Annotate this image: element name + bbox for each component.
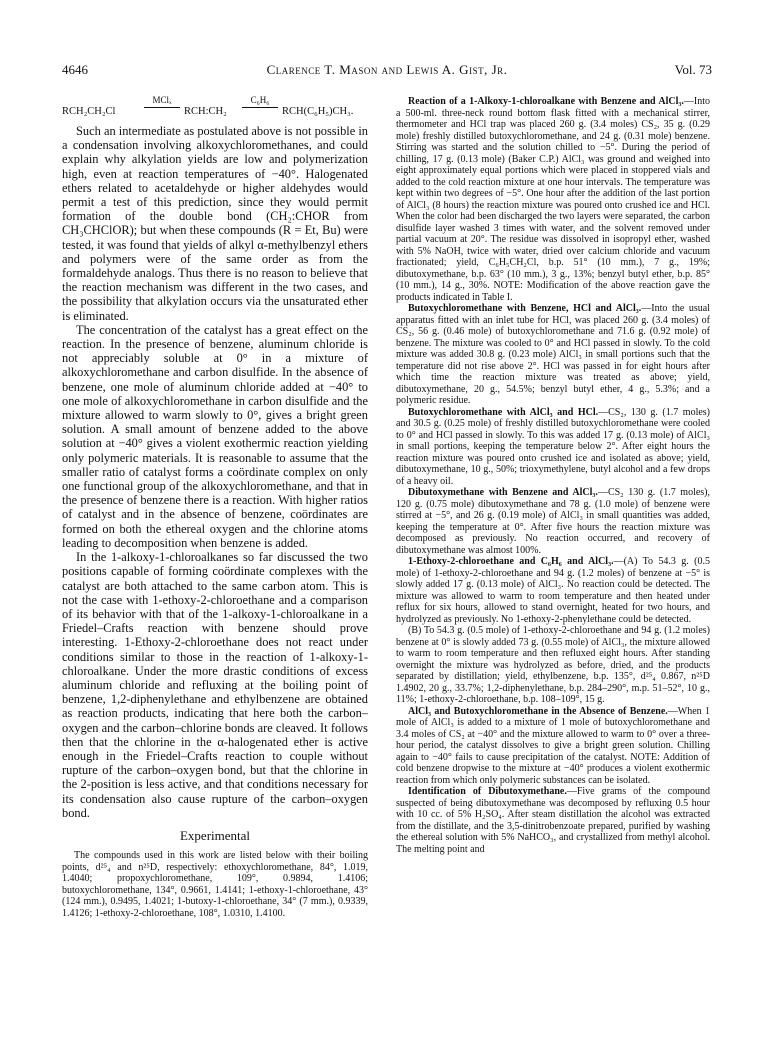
procedure-heading: Butoxychloromethane with AlCl₃ and HCl. [408,406,599,418]
procedure-heading: Butoxychloromethane with Benzene, HCl and AlCl₃. [408,303,642,314]
page-header [62,62,712,78]
procedure-heading: Reaction of a 1-Alkoxy-1-chloroalkane with Benzene and AlCl₃. [408,96,684,107]
procedure-paragraph [396,407,710,488]
reaction-catalyst: MClₓ [152,96,172,105]
procedure-paragraph [396,786,710,855]
procedure-paragraph [396,96,710,303]
procedure-paragraph [396,487,710,556]
procedure-body: —When 1 mole of AlCl₃ is added to a mixture of 1 mole of butoxychloromethane and 3.4 moles of CS₂ at −40° and the mixture allowed to warm to 0° over a three-hour period, the catalyst dissolves to give a bright green solution. Chilling again to −40° fails to cause precipitation of the catalyst. NOTE: Addition of cold benzene dropwise to the mixture at −40° produces a violent exothermic reaction from which only polymeric substances can be isolated. [396,705,710,786]
running-title: Clarence T. Mason and Lewis A. Gist, Jr. [266,62,508,77]
reaction-product: RCH(C₆H₅)CH₃. [282,106,354,117]
body-paragraph: In the 1-alkoxy-1-chloroalkanes so far discussed the two positions capable of forming coördinate complexes with the catalyst are both attached to the same carbon atom. This is not the case with 1-ethoxy-2-chloroethane and a comparison of its behavior with that of the 1-alkoxy-1-chloroalkane in a Friedel–Crafts reaction with benzene should prove interesting. 1-Ethoxy-2-chloroethane does not react under conditions similar to those in the reaction of 1-alkoxy-1-chloroalkane. Under the more drastic conditions of excess aluminum chloride and refluxing at the boiling point of benzene, 1,2-diphenylethane and ethylbenzene are obtained as reaction products, indicating that here both the carbon–oxygen and the carbon–chlorine bonds are cleaved. It follows then that the chlorine in the α-halogenated ether is active enough in the Friedel–Crafts reaction to couple without rupture of the carbon–oxygen bond, but that the chlorine in the 2-position is less active, and that conditions necessary for its condensation also cause rupture of the carbon–oxygen bond. [62,550,368,820]
procedure-body: —CS₂ 130 g. (1.7 moles), 120 g. (0.75 mole) dibutoxymethane and 78 g. (1.0 mole) of benzene were stirred at −5°, and 26 g. (0.19 mole) of AlCl₃ in small quantities was added, keeping the temperature at 0°. After five hours the reaction mixture was decomposed as previously. No reaction occurred, and recovery of dibutoxymethane was almost 100%. [396,487,710,556]
procedure-body: —Into a 500-ml. three-neck round bottom flask fitted with a mechanical stirrer, thermometer and HCl trap was placed 260 g. (3.4 moles) CS₂, 35 g. (0.29 mole) freshly distilled butoxychloromethane, and 24 g. (0.31 mole) benzene. Stirring was started and the solution chilled to −5°. During the period of chilling, 17 g. (0.13 mole) (Baker C.P.) AlCl₃ was ground and weighed into eight approximately equal portions which were placed in stoppered vials and added to the cold reaction mixture at one hour intervals. The temperature was kept within two degrees of −5°. One hour after the addition of the last portion of AlCl₃ (8 hours) the reaction mixture was poured onto crushed ice and HCl. When the color had been discharged the two layers were separated, the carbon disulfide layer washed 3 times with water, and the solvent removed under partial vacuum at 20°. The residue was dissolved in isopropyl ether, washed with 5% NaOH, twice with water, dried over calcium chloride and vacuum fractionated; yield, C₆H₅CH₂Cl, b.p. 51° (10 mm.), 7 g., 19%; dibutoxymethane, b.p. 63° (10 mm.), 3 g., 13%; benzyl butyl ether, b.p. 85° (10 mm.), 14 g., 30%. NOTE: Modification of the above reaction gave the products indicated in Table I. [396,96,710,303]
procedure-paragraph [396,303,710,407]
left-column [62,96,368,996]
arrow-line-1 [144,107,180,108]
body-paragraph: The concentration of the catalyst has a great effect on the reaction. In the presence of benzene, aluminum chloride is not appreciably soluble at 0° in a mixture of alkoxychloromethane and carbon disulfide. In the absence of benzene, one mole of aluminum chloride added at −40° to one mole of alkoxychloromethane in carbon disulfide and the mixture allowed to warm slowly to 0°, gives a bright green solution. A small amount of benzene added to the above solution at −40° gives a violent exothermic reaction yielding only polymeric materials. It is reasonable to assume that the smaller ratio of catalyst forms a coördinate complex on only one functional group of the alkoxychloromethane, and that in the presence of benzene there is a reaction. With higher ratios of catalyst and in the absence of benzene, coördinates are formed on both the ethereal oxygen and the chlorine atoms leading to decomposition when benzene is added. [62,322,368,550]
reaction-arrow-2 [242,96,278,108]
procedure-paragraph [396,556,710,625]
procedure-body: —(A) To 54.3 g. (0.5 mole) of 1-ethoxy-2-chloroethane and 94 g. (1.2 moles) of benzene at −5° is slowly added 17 g. (0.13 mole) of AlCl₃. No reaction could be detected. The mixture was allowed to warm to room temperature and then heated under reflux for six hours, allowed to stand overnight, heated for two hours, and hydrolyzed as previously. No 1-ethoxy-2-phenylethane could be detected. [396,556,710,625]
procedure-paragraph [396,625,710,706]
reaction-reagent: C₆H₆ [250,96,270,105]
procedure-body: —Into the usual apparatus fitted with an inlet tube for HCl, was placed 260 g. (3.4 moles) of CS₂, 56 g. (0.46 mole) of butoxychloromethane and 71.6 g. (0.92 mole) of benzene. The mixture was cooled to 0° and HCl passed in slowly. To the cold mixture was added 30.8 g. (0.23 mole) AlCl₃ in small portions such that the temperature did not rise above 2°. HCl was passed in for eight hours after which time the reaction mixture was treated as above; yield, dibutoxymethane, 20 g., 54.5%; benzyl butyl ether, 4 g., 5.3%; and a polymeric residue. [396,303,710,406]
procedure-body: —CS₂, 130 g. (1.7 moles) and 30.5 g. (0.25 mole) of freshly distilled butoxychloromethane were cooled to 0° and HCl passed in slowly. To this was added 17 g. (0.13 mole) of AlCl₃ in small portions, keeping the temperature below 2°. After eight hours the reaction mixture was poured onto crushed ice and isolated as above; yield, dibutoxymethane, 10 g., 50%; trioxymethylene, butyl alcohol and a few drops of a heavy oil. [396,406,710,487]
reaction-reactant: RCH₂CH₂Cl [62,106,116,117]
procedure-body: (B) To 54.3 g. (0.5 mole) of 1-ethoxy-2-chloroethane and 94 g. (1.2 moles) benzene at 0° is slowly added 73 g. (0.55 mole) of AlCl₃, the mixture allowed to warm to room temperature and then refluxed eight hours. After standing overnight the mixture was hydrolyzed as before, dried, and the products separated by distillation; yield, ethylbenzene, b.p. 135°, d²⁵₄ 0.867, n²⁵D 1.4902, 20 g., 33.7%; 1,2-diphenylethane, b.p. 284–290°, m.p. 51–52°, 10 g., 11%; 1-ethoxy-2-chloroethane, b.p. 108–109°, 15 g. [396,625,710,705]
procedure-body: —Five grams of the compound suspected of being dibutoxymethane was decomposed by refluxing 0.5 hour with 10 cc. of 5% H₂SO₄. After steam distillation the alcohol was extracted from the distillate, and the 3,5-dinitrobenzoate prepared, purified by washing the ethereal solution with 5% NaHCO₃, and crystallized from methyl alcohol. The melting point and [396,786,710,855]
procedure-heading: Identification of Dibutoxymethane. [408,786,567,797]
procedure-heading: 1-Ethoxy-2-chloroethane and C₆H₆ and AlCl₃. [408,556,614,567]
page-number: 4646 [62,62,88,77]
right-column [396,96,710,996]
procedure-paragraph [396,706,710,787]
experimental-intro: The compounds used in this work are listed below with their boiling points, d²⁵₄ and n²⁵D, respectively: ethoxychloromethane, 84°, 1.019, 1.4040; propoxychloromethane, 109°, 0.9894, 1.4106; butoxychloromethane, 134°, 0.9661, 1.4141; 1-ethoxy-1-chloroethane, 43° (124 mm.), 0.9495, 1.4021; 1-butoxy-1-chloroethane, 34° (7 mm.), 0.9339, 1.4126; 1-ethoxy-2-chloroethane, 108°, 1.0310, 1.4100. [62,849,368,919]
reaction-intermediate: RCH:CH₂ [184,106,227,117]
reaction-scheme [62,96,368,120]
procedure-heading: Dibutoxymethane with Benzene and AlCl₃. [408,487,598,498]
body-paragraph: Such an intermediate as postulated above is not possible in a condensation involving alkoxychloromethanes, and could explain why alkylation yields are low and polymerization high, even at reaction temperatures of −40°. Halogenated ethers related to acetaldehyde or higher aldehydes would permit a test of this prediction, since they would permit formation of the double bond (CH₂:CHOR from CH₃CHClOR); but when these compounds (R = Et, Bu) were tested, it was found that yields of alkyl α-methylbenzyl ethers and polymers were of the same order as from the formaldehyde analogs. Thus there is no reason to believe that the reaction mechanism was different in the two cases, and the possibility that alkylation occurs via the unsaturated ether is eliminated. [62,124,368,323]
procedure-heading: AlCl₃ and Butoxychloromethane in the Absence of Benzene. [408,705,668,717]
volume-label: Vol. 73 [674,62,712,77]
section-heading: Experimental [179,827,251,843]
reaction-arrow-1 [144,96,180,108]
arrow-line-2 [242,107,278,108]
